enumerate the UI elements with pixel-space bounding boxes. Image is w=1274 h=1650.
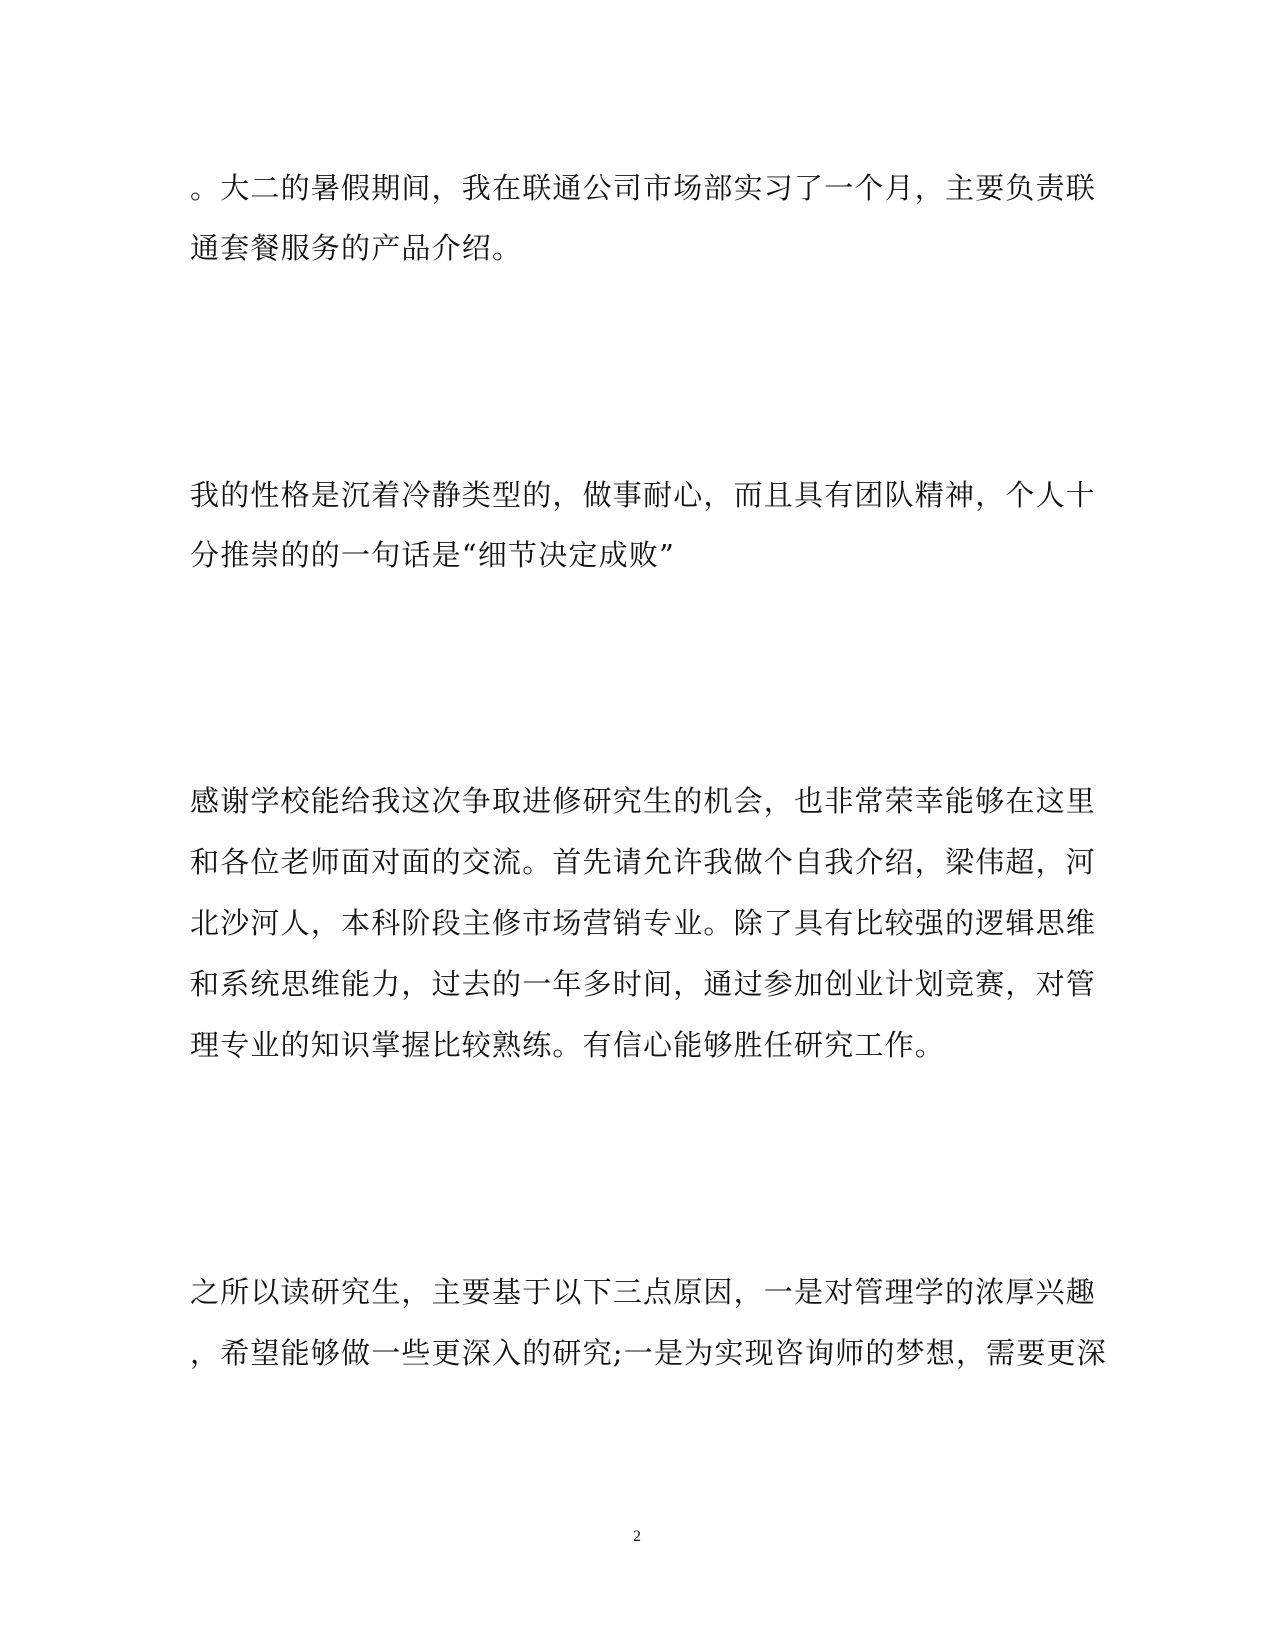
paragraph-2-line-1: 我的性格是沉着冷静类型的，做事耐心，而且具有团队精神，个人十 (190, 478, 1097, 512)
page-number: 2 (633, 1528, 641, 1545)
paragraph-3-line-3: 北沙河人，本科阶段主修市场营销专业。除了具有比较强的逻辑思维 (190, 906, 1097, 940)
paragraph-4-line-2: ，希望能够做一些更深入的研究;一是为实现咨询师的梦想，需要更深 (190, 1336, 1107, 1370)
paragraph-4-line-1: 之所以读研究生，主要基于以下三点原因，一是对管理学的浓厚兴趣 (190, 1275, 1097, 1309)
paragraph-2-line-2: 分推崇的的一句话是“细节决定成败” (190, 538, 676, 572)
paragraph-3-line-1: 感谢学校能给我这次争取进修研究生的机会，也非常荣幸能够在这里 (190, 784, 1097, 818)
paragraph-3-line-5: 理专业的知识掌握比较熟练。有信心能够胜任研究工作。 (190, 1028, 946, 1062)
paragraph-1-line-1: 。大二的暑假期间，我在联通公司市场部实习了一个月，主要负责联 (190, 171, 1097, 205)
paragraph-3-line-4: 和系统思维能力，过去的一年多时间，通过参加创业计划竞赛，对管 (190, 967, 1097, 1001)
paragraph-3-line-2: 和各位老师面对面的交流。首先请允许我做个自我介绍，梁伟超，河 (190, 845, 1097, 879)
paragraph-1-line-2: 通套餐服务的产品介绍。 (190, 231, 523, 265)
